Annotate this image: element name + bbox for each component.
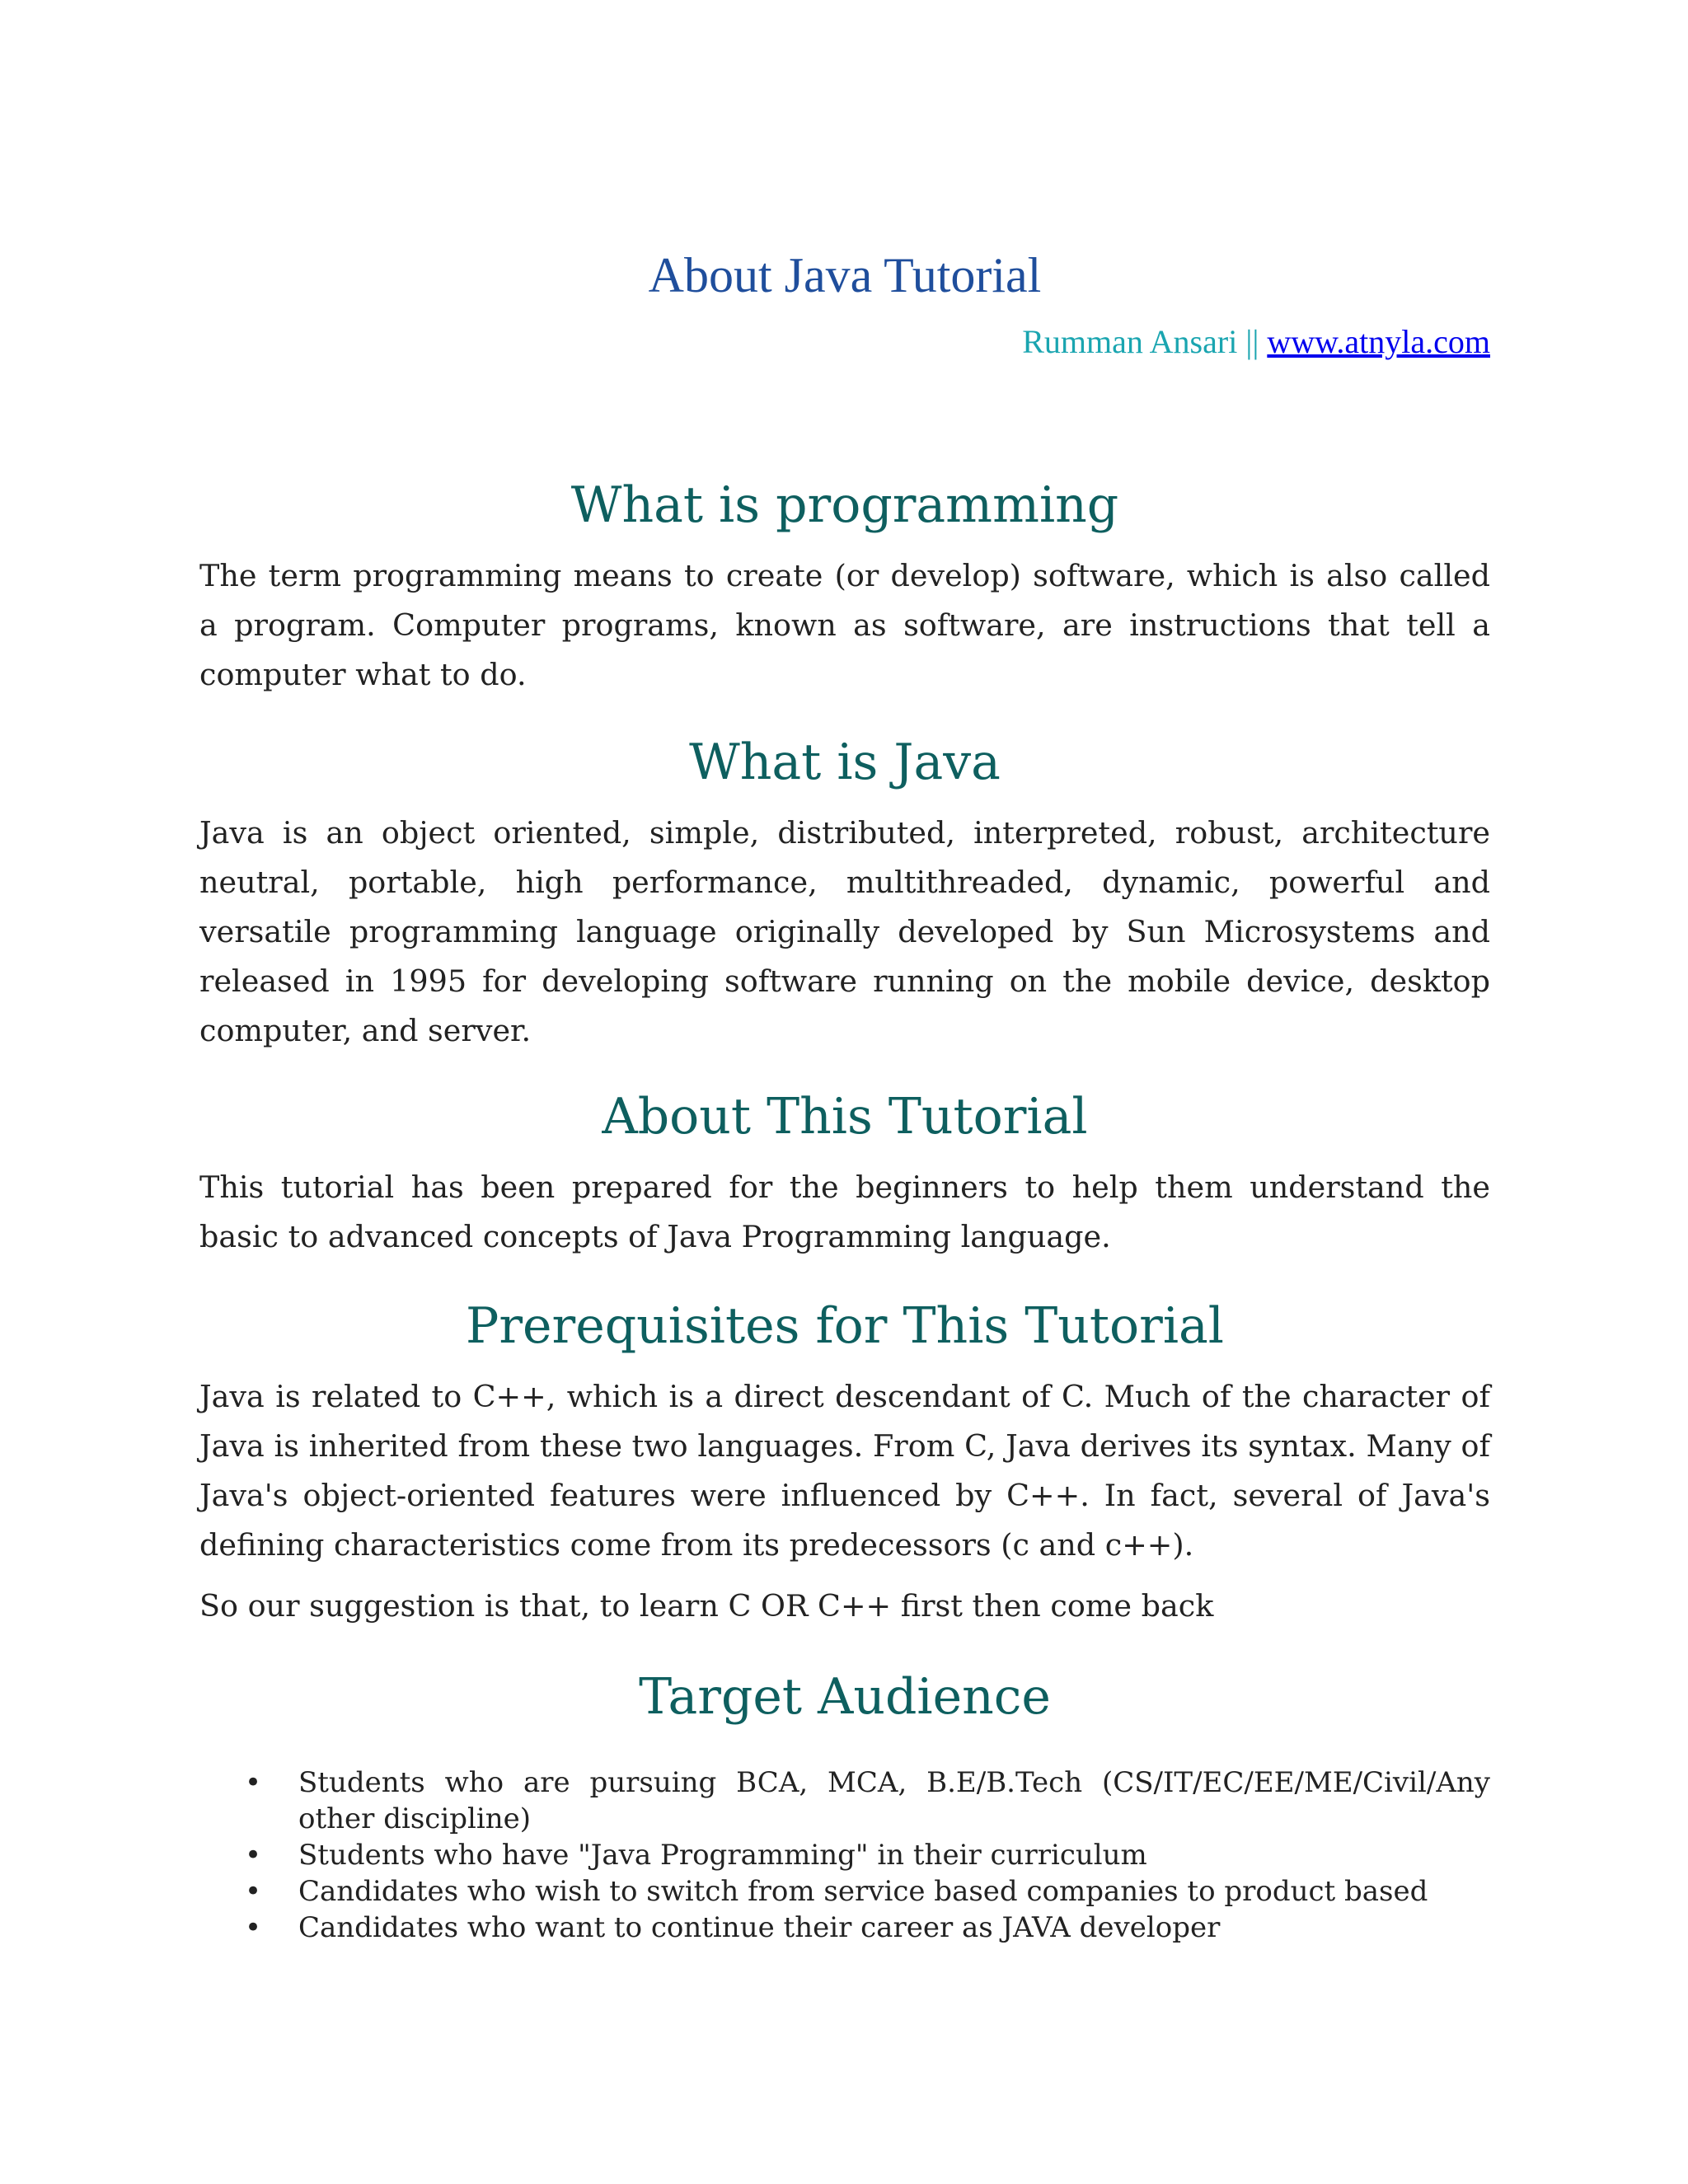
bullet-icon: • (245, 1839, 262, 1872)
heading-target-audience: Target Audience (639, 1668, 1051, 1726)
website-link[interactable]: www.atnyla.com (1267, 323, 1490, 360)
byline-separator: || (1237, 323, 1268, 360)
bullet-icon: • (245, 1766, 262, 1799)
heading-what-is-java: What is Java (689, 733, 1001, 791)
paragraph-programming: The term programming means to create (or develop) software, which is also called a program. Computer programs, known as software, are instructions that tell a computer what to do. (199, 558, 1490, 692)
paragraph-java: Java is an object oriented, simple, distributed, interpreted, robust, architecture neutral, portable, high performance, multithreaded, dynamic, powerful and versatile programming language originally developed by Sun Microsystems and released in 1995 for developing software running on the mobile device, desktop computer, and server. (199, 815, 1490, 1048)
author-name: Rumman Ansari (1022, 323, 1238, 360)
list-item-text: Students who are pursuing BCA, MCA, B.E/B.Tech (CS/IT/EC/EE/ME/Civil/Any other discipline) (298, 1766, 1490, 1835)
list-item-text: Candidates who wish to switch from service based companies to product based (298, 1875, 1428, 1908)
list-item (199, 1910, 1490, 1946)
audience-list (199, 1765, 1490, 1946)
list-item-text: Students who have "Java Programming" in their curriculum (298, 1839, 1147, 1872)
document-content (199, 243, 1490, 1946)
heading-what-is-programming: What is programming (570, 476, 1119, 534)
paragraph-about: This tutorial has been prepared for the beginners to help them understand the basic to advanced concepts of Java Programming language. (199, 1169, 1490, 1254)
heading-about-this-tutorial: About This Tutorial (602, 1088, 1088, 1146)
list-item (199, 1765, 1490, 1837)
bullet-icon: • (245, 1911, 262, 1944)
paragraph-prerequisites: Java is related to C++, which is a direct descendant of C. Much of the character of Java is inherited from these two languages. From C, Java derives its syntax. Many of Java's object-oriented features were influenced by C++. In fact, several of Java's defining characteristics come from its predecessors (c and c++). (199, 1379, 1490, 1563)
bullet-icon: • (245, 1875, 262, 1908)
list-item (199, 1873, 1490, 1910)
list-item (199, 1837, 1490, 1873)
byline (199, 319, 1490, 365)
paragraph-suggestion: So our suggestion is that, to learn C OR C++ first then come back (199, 1588, 1214, 1624)
list-item-text: Candidates who want to continue their career as JAVA developer (298, 1911, 1221, 1944)
document-title: About Java Tutorial (648, 248, 1042, 302)
heading-prerequisites: Prerequisites for This Tutorial (466, 1297, 1224, 1355)
